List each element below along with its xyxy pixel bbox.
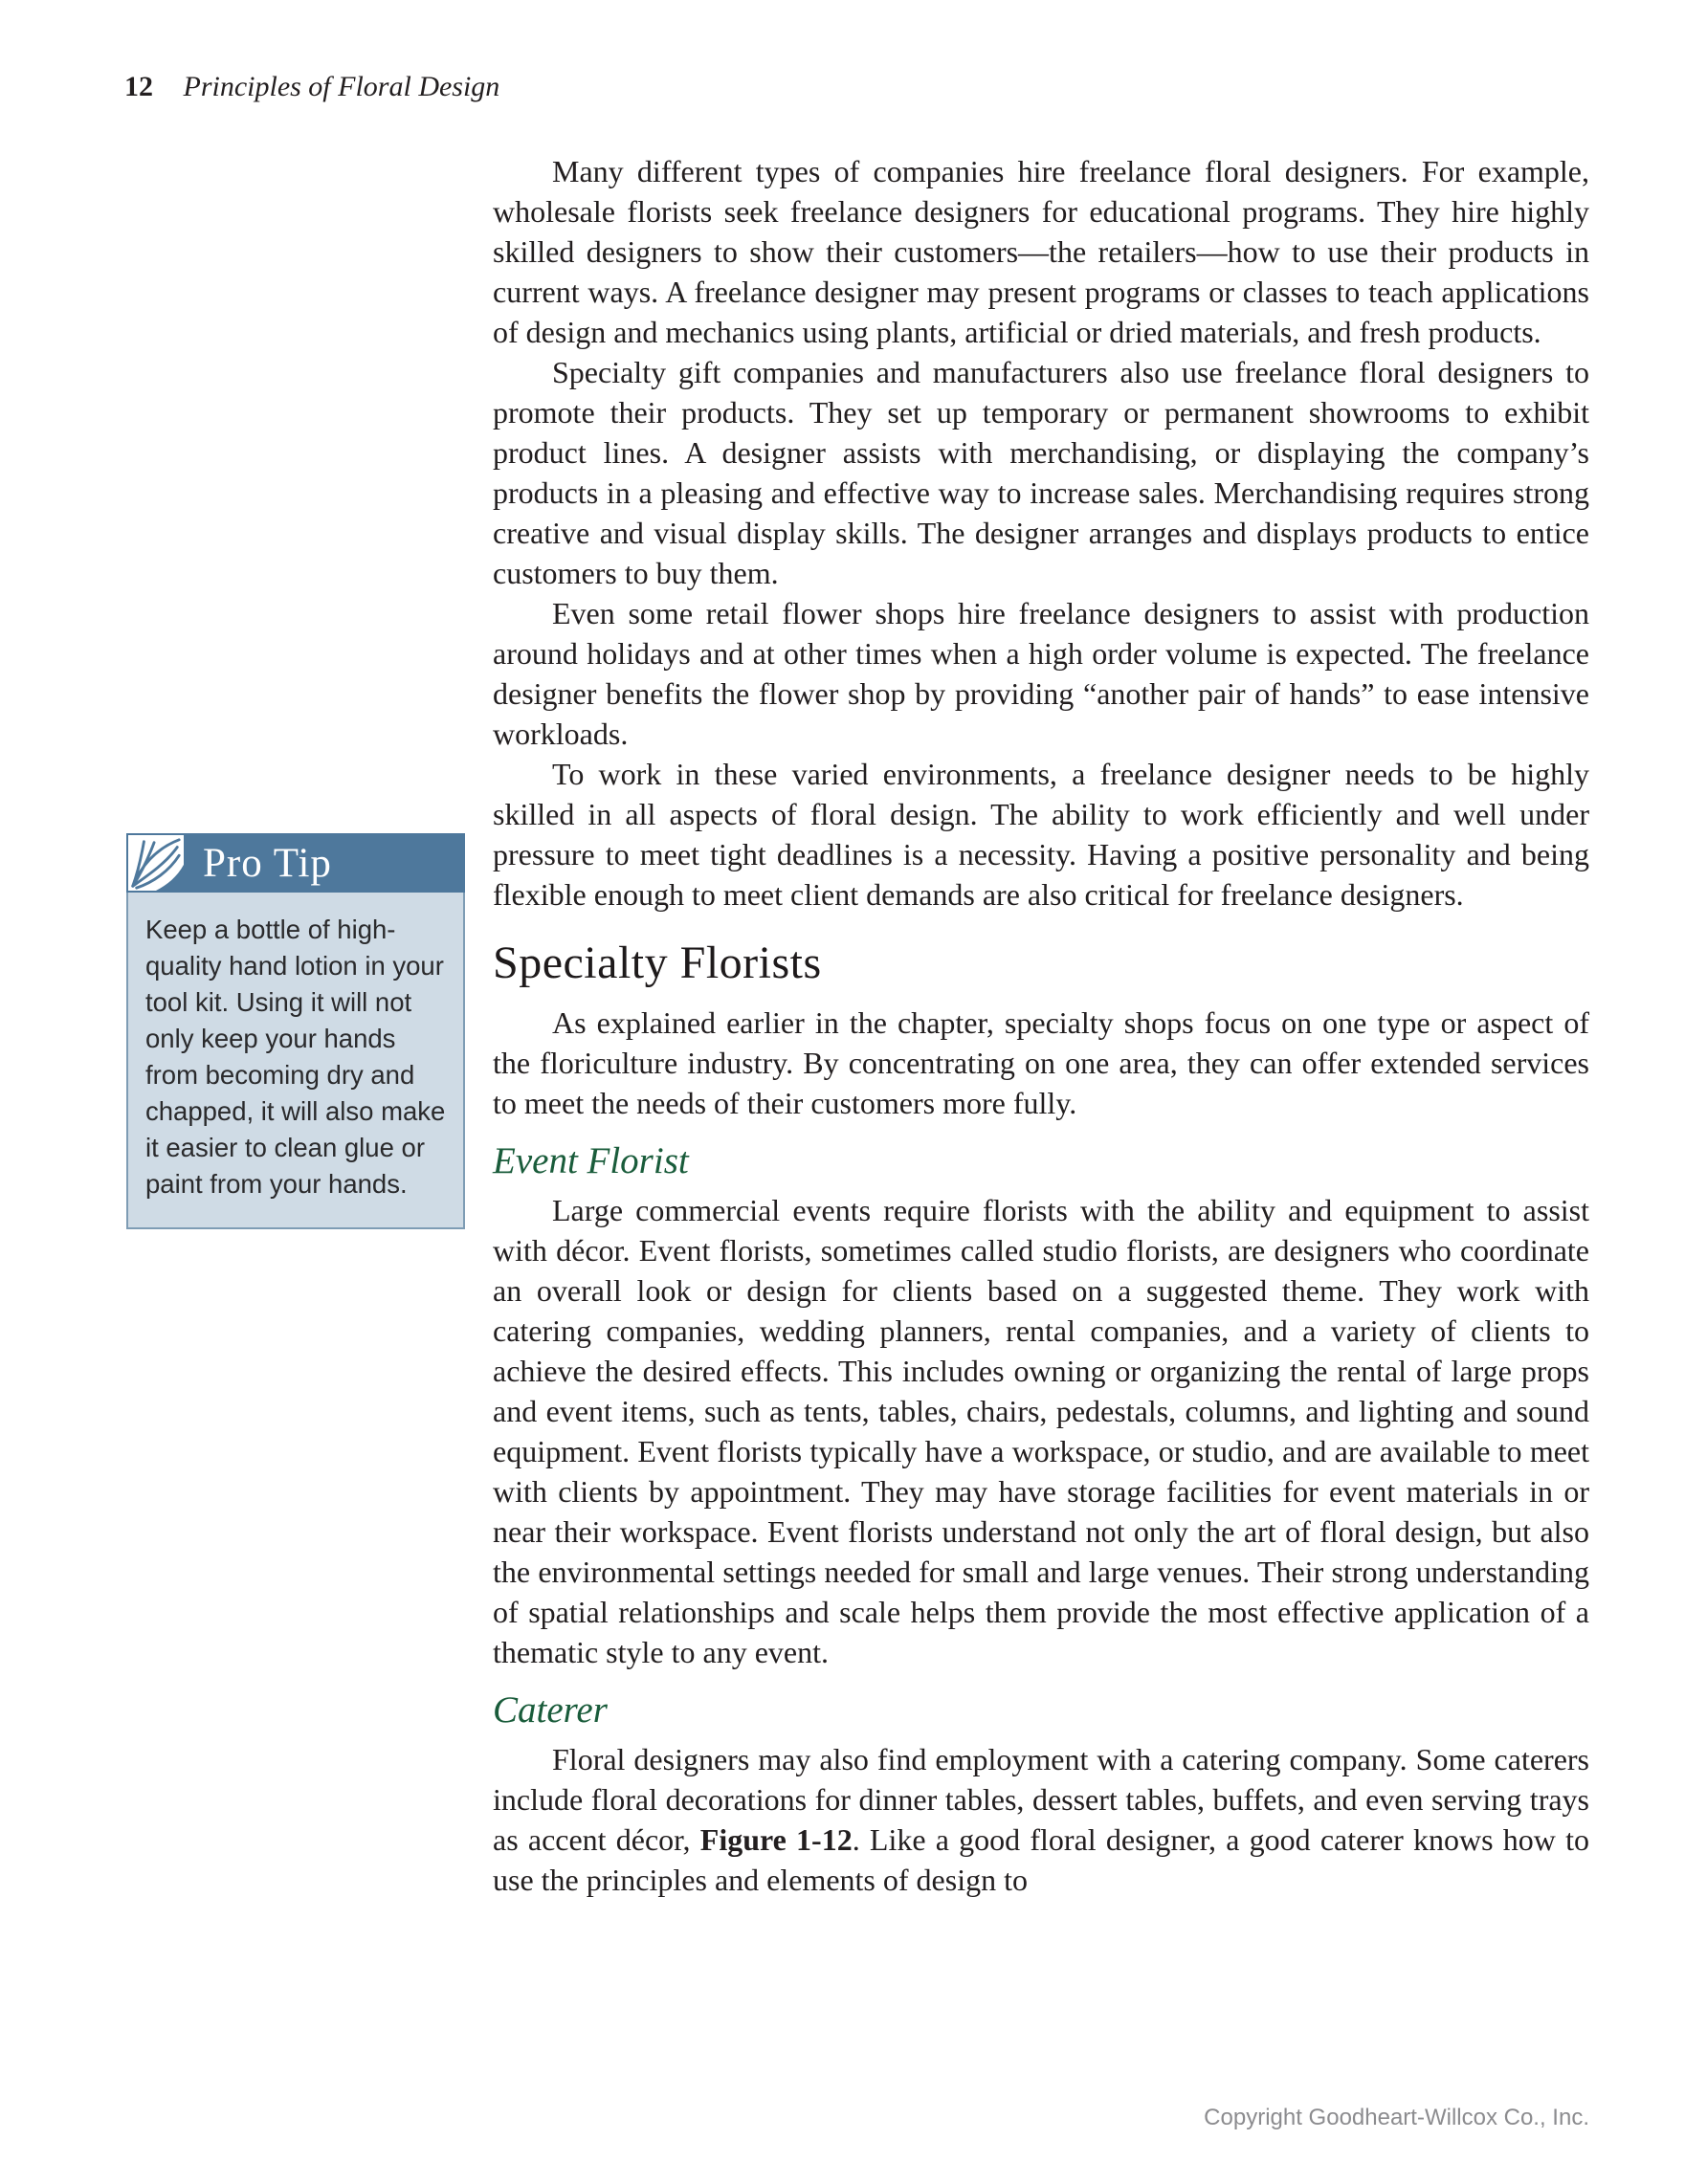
pro-tip-text: Keep a bottle of high-quality hand lotion in your tool kit. Using it will not only keep your hands from becoming dry and chapped, it will also make it easier to clean glue or paint from your hands. — [126, 893, 465, 1229]
running-title: Principles of Floral Design — [183, 71, 500, 102]
page-number: 12 — [124, 71, 153, 102]
paragraph-retail-flower-shops: Even some retail flower shops hire freelance designers to assist with production around holidays and at other times when a high order volume is expected. The freelance designer benefits the flower shop by providing “another pair of hands” to ease intensive workloads. — [493, 596, 1589, 751]
copyright-notice: Copyright Goodheart-Willcox Co., Inc. — [1204, 2105, 1589, 2130]
paragraph-freelance-companies: Many different types of companies hire freelance floral designers. For example, wholesale florists seek freelance designers for educational programs. They hire highly skilled designers to show their customers—the retailers—how to use their products in current ways. A freelance designer may present programs or classes to teach applications of design and mechanics using plants, artificial or dried materials, and fresh products. — [493, 154, 1589, 349]
paragraph-event-florist: Large commercial events require florists with the ability and equipment to assist with décor. Event florists, sometimes called studio florists, are designers who coordinate an overall look or design for clients based on a suggested theme. They work with catering companies, wedding planners, rental companies, and a variety of clients to achieve the desired effects. This includes owning or organizing the rental of large props and event items, such as tents, tables, chairs, pedestals, columns, and lighting and sound equipment. Event florists typically have a workspace, or studio, and are available to meet with clients by appointment. They may have storage facilities for event materials in or near their workspace. Event florists understand not only the art of floral design, but also the environmental settings needed for small and large venues. Their strong understanding of spatial relationships and scale helps them provide the most effective application of a thematic style to any event. — [493, 1193, 1589, 1669]
paragraph-specialty-gift: Specialty gift companies and manufacturers also use freelance floral designers to promote their products. They set up temporary or permanent showrooms to exhibit product lines. A designer assists with merchandising, or displaying the company’s products in a pleasing and effective way to increase sales. Merchandising requires strong creative and visual display skills. The designer arranges and displays products to entice customers to buy them. — [493, 355, 1589, 590]
paragraph-specialty-shops: As explained earlier in the chapter, specialty shops focus on one type or aspect of the floriculture industry. By concentrating on one area, they can offer extended services to meet the needs of their customers more fully. — [493, 1005, 1589, 1120]
subsection-heading-caterer: Caterer — [493, 1689, 608, 1731]
main-text-column — [493, 151, 1589, 1900]
section-heading-specialty-florists: Specialty Florists — [493, 938, 822, 988]
caterer-text-after-figure: . Like a good floral designer, a good caterer knows how to use the principles and elements of design to — [493, 1822, 1590, 1897]
paragraph-caterer — [493, 1739, 1589, 1900]
running-head — [124, 71, 499, 103]
pro-tip-box — [126, 833, 465, 1229]
pro-tip-title: Pro Tip — [203, 841, 332, 886]
figure-reference: Figure 1-12 — [699, 1822, 853, 1857]
caterer-text-before-figure: Floral designers may also find employment with a catering company. Some caterers include floral decorations for dinner tables, dessert tables, buffets, and even serving trays as accent décor, — [493, 1742, 1589, 1857]
subsection-heading-event-florist: Event Florist — [493, 1140, 689, 1181]
pro-tip-header — [126, 833, 465, 893]
paragraph-varied-environments: To work in these varied environments, a freelance designer needs to be highly skilled in all aspects of floral design. The ability to work efficiently and well under pressure to meet tight deadlines is a necessity. Having a positive personality and being flexible enough to meet client demands are also critical for freelance designers. — [493, 757, 1589, 912]
leaf-icon — [128, 835, 184, 891]
